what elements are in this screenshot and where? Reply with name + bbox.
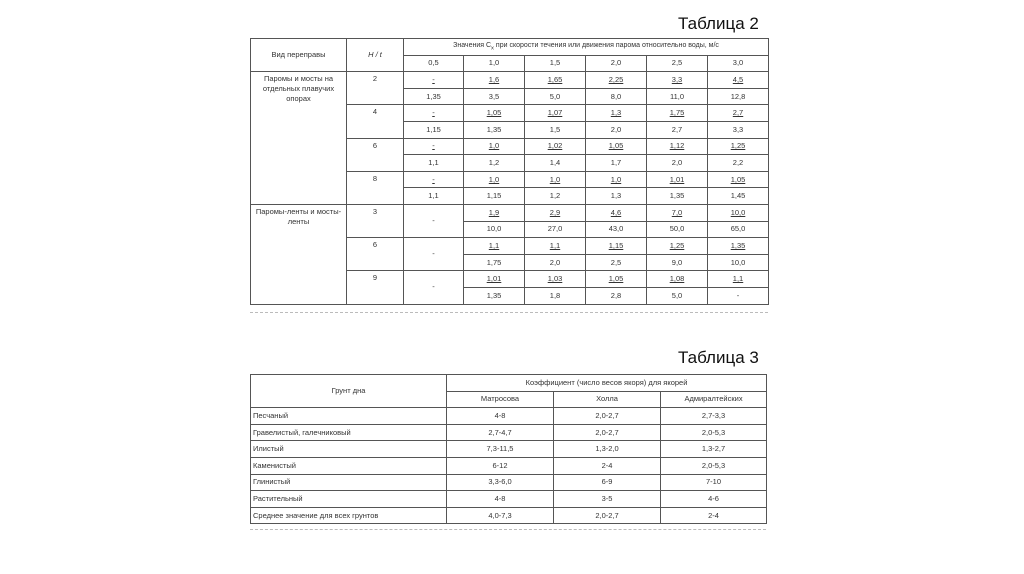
value-cell-bottom: 1,8 — [525, 287, 586, 304]
value-cell-bottom: 1,35 — [404, 88, 464, 105]
table3-title: Таблица 3 — [678, 348, 759, 367]
value-cell-bottom: 5,0 — [525, 88, 586, 105]
coefficient-value: 2,0-5,3 — [661, 424, 767, 441]
value-cell-bottom: 43,0 — [586, 221, 647, 238]
value-cell-top: 2,25 — [586, 72, 647, 89]
coefficient-value: 1,3-2,7 — [661, 441, 767, 458]
value-cell-bottom: 11,0 — [647, 88, 708, 105]
value-cell-bottom: 1,15 — [464, 188, 525, 205]
value-cell-top: 1,0 — [464, 171, 525, 188]
h-t-value: 3 — [347, 204, 404, 237]
value-cell-top: 1,0 — [464, 138, 525, 155]
table-row — [251, 457, 767, 474]
value-cell-top: 1,05 — [586, 271, 647, 288]
value-cell-top: 1,1 — [708, 271, 769, 288]
coefficient-value: 6-9 — [554, 474, 661, 491]
table-row — [251, 474, 767, 491]
soil-name: Песчаный — [251, 408, 447, 425]
value-cell-top: 1,25 — [647, 238, 708, 255]
value-cell-top: - — [404, 105, 464, 122]
table2-title: Таблица 2 — [678, 14, 759, 33]
value-cell-top: 1,75 — [647, 105, 708, 122]
value-cell-top: 1,3 — [586, 105, 647, 122]
value-cell-bottom: 10,0 — [708, 254, 769, 271]
value-cell-bottom: 2,2 — [708, 155, 769, 172]
values-caption-text: Значения C — [453, 41, 492, 49]
value-cell-bottom: - — [708, 287, 769, 304]
coefficient-value: 4,0-7,3 — [447, 507, 554, 524]
soil-name: Среднее значение для всех грунтов — [251, 507, 447, 524]
h-t-value: 8 — [347, 171, 404, 204]
value-cell-top: 1,0 — [525, 171, 586, 188]
value-cell-bottom: 1,7 — [586, 155, 647, 172]
value-cell-top: 1,15 — [586, 238, 647, 255]
value-cell-bottom: 1,45 — [708, 188, 769, 205]
h-t-value: 4 — [347, 105, 404, 138]
value-cell-top: 1,08 — [647, 271, 708, 288]
table3-cut-edge — [250, 529, 766, 530]
h-t-value: 6 — [347, 138, 404, 171]
coefficient-value: 3,3-6,0 — [447, 474, 554, 491]
soil-name: Илистый — [251, 441, 447, 458]
value-cell-bottom: 1,4 — [525, 155, 586, 172]
value-cell-top: - — [404, 72, 464, 89]
value-cell-bottom: 1,1 — [404, 188, 464, 205]
table-row — [251, 441, 767, 458]
value-cell-bottom: 1,3 — [586, 188, 647, 205]
header-h-t: H / t — [347, 39, 404, 72]
crossing-type: Паромы-ленты и мосты-ленты — [251, 204, 347, 304]
value-cell-top: 2,9 — [525, 204, 586, 221]
value-cell-bottom: 50,0 — [647, 221, 708, 238]
value-cell: - — [404, 204, 464, 237]
value-cell-bottom: 5,0 — [647, 287, 708, 304]
coefficient-value: 3-5 — [554, 491, 661, 508]
value-cell-top: 10,0 — [708, 204, 769, 221]
value-cell-bottom: 27,0 — [525, 221, 586, 238]
table-row — [251, 507, 767, 524]
soil-name: Каменистый — [251, 457, 447, 474]
value-cell-top: 1,65 — [525, 72, 586, 89]
table2-cut-edge — [250, 312, 768, 313]
value-cell-top: 1,05 — [708, 171, 769, 188]
value-cell-bottom: 1,5 — [525, 121, 586, 138]
speed-header: 1,0 — [464, 55, 525, 72]
coefficient-value: 6-12 — [447, 457, 554, 474]
value-cell-bottom: 1,2 — [464, 155, 525, 172]
value-cell-top: 2,7 — [708, 105, 769, 122]
value-cell-top: 1,0 — [586, 171, 647, 188]
value-cell-top: 1,03 — [525, 271, 586, 288]
table-row — [251, 424, 767, 441]
value-cell-bottom: 1,2 — [525, 188, 586, 205]
value-cell-top: 3,3 — [647, 72, 708, 89]
speed-header: 2,5 — [647, 55, 708, 72]
coefficient-value: 2-4 — [661, 507, 767, 524]
soil-name: Растительный — [251, 491, 447, 508]
header-coefficient: Коэффициент (число весов якоря) для якорей — [447, 375, 767, 392]
table-row — [251, 491, 767, 508]
h-t-value: 6 — [347, 238, 404, 271]
coefficient-value: 2,7-3,3 — [661, 408, 767, 425]
value-cell-bottom: 2,8 — [586, 287, 647, 304]
anchor-type-header: Холла — [554, 391, 661, 408]
anchor-type-header: Адмиралтейских — [661, 391, 767, 408]
anchor-type-header: Матросова — [447, 391, 554, 408]
value-cell-bottom: 2,0 — [647, 155, 708, 172]
speed-header: 3,0 — [708, 55, 769, 72]
coefficient-table-2 — [250, 38, 769, 305]
coefficient-value: 4-8 — [447, 491, 554, 508]
soil-name: Глинистый — [251, 474, 447, 491]
value-cell-top: 1,07 — [525, 105, 586, 122]
value-cell-top: 1,05 — [464, 105, 525, 122]
value-cell-bottom: 65,0 — [708, 221, 769, 238]
value-cell-top: 4,5 — [708, 72, 769, 89]
value-cell-top: 1,25 — [708, 138, 769, 155]
coefficient-value: 2,0-2,7 — [554, 507, 661, 524]
coefficient-value: 2-4 — [554, 457, 661, 474]
value-cell-top: 1,01 — [464, 271, 525, 288]
value-cell-bottom: 9,0 — [647, 254, 708, 271]
coefficient-value: 7-10 — [661, 474, 767, 491]
header-soil: Грунт дна — [251, 375, 447, 408]
value-cell-bottom: 1,75 — [464, 254, 525, 271]
h-t-value: 2 — [347, 72, 404, 105]
anchor-coefficient-table-3 — [250, 374, 767, 524]
value-cell-top: 7,0 — [647, 204, 708, 221]
value-cell-top: 1,35 — [708, 238, 769, 255]
value-cell-top: 1,1 — [525, 238, 586, 255]
value-cell-bottom: 2,5 — [586, 254, 647, 271]
coefficient-value: 7,3-11,5 — [447, 441, 554, 458]
value-cell: - — [404, 238, 464, 271]
speed-header: 1,5 — [525, 55, 586, 72]
soil-name: Гравелистый, галечниковый — [251, 424, 447, 441]
coefficient-value: 4-6 — [661, 491, 767, 508]
value-cell-top: - — [404, 138, 464, 155]
value-cell-bottom: 12,8 — [708, 88, 769, 105]
value-cell-top: 1,6 — [464, 72, 525, 89]
h-t-value: 9 — [347, 271, 404, 304]
header-values-caption — [404, 39, 769, 56]
speed-header: 0,5 — [404, 55, 464, 72]
value-cell: - — [404, 271, 464, 304]
speed-header: 2,0 — [586, 55, 647, 72]
value-cell-bottom: 2,0 — [586, 121, 647, 138]
value-cell-bottom: 3,5 — [464, 88, 525, 105]
value-cell-top: 1,12 — [647, 138, 708, 155]
values-caption-subscript: x — [491, 44, 494, 51]
value-cell-bottom: 2,7 — [647, 121, 708, 138]
coefficient-value: 2,0-2,7 — [554, 424, 661, 441]
value-cell-bottom: 1,35 — [464, 287, 525, 304]
value-cell-bottom: 1,15 — [404, 121, 464, 138]
value-cell-bottom: 1,1 — [404, 155, 464, 172]
coefficient-value: 2,0-2,7 — [554, 408, 661, 425]
coefficient-value: 2,0-5,3 — [661, 457, 767, 474]
value-cell-top: 1,1 — [464, 238, 525, 255]
coefficient-value: 2,7-4,7 — [447, 424, 554, 441]
value-cell-top: 1,01 — [647, 171, 708, 188]
coefficient-value: 1,3-2,0 — [554, 441, 661, 458]
header-crossing-type: Вид переправы — [251, 39, 347, 72]
value-cell-top: 1,05 — [586, 138, 647, 155]
value-cell-top: 4,6 — [586, 204, 647, 221]
value-cell-bottom: 3,3 — [708, 121, 769, 138]
value-cell-top: 1,9 — [464, 204, 525, 221]
value-cell-bottom: 8,0 — [586, 88, 647, 105]
value-cell-bottom: 10,0 — [464, 221, 525, 238]
coefficient-value: 4-8 — [447, 408, 554, 425]
value-cell-bottom: 1,35 — [647, 188, 708, 205]
value-cell-top: 1,02 — [525, 138, 586, 155]
value-cell-top: - — [404, 171, 464, 188]
table-row — [251, 408, 767, 425]
crossing-type: Паромы и мосты на отдельных плавучих опорах — [251, 72, 347, 205]
value-cell-bottom: 1,35 — [464, 121, 525, 138]
values-caption-rest: при скорости течения или движения парома относительно воды, м/с — [493, 41, 719, 49]
value-cell-bottom: 2,0 — [525, 254, 586, 271]
